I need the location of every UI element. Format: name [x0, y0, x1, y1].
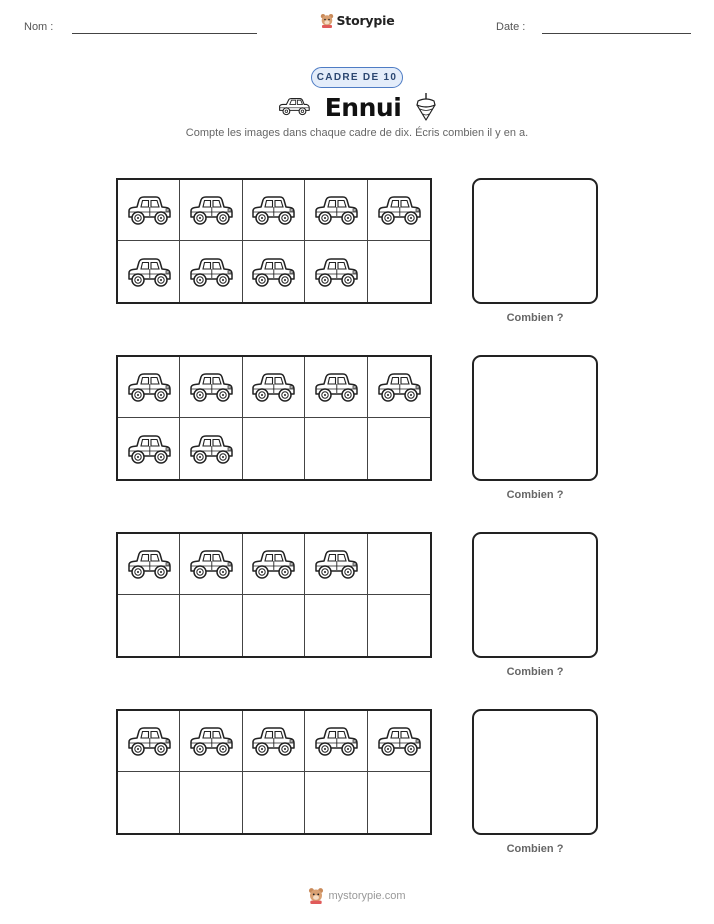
- frame-cell: [180, 357, 242, 418]
- frame-cell: [305, 357, 367, 418]
- car-icon: [375, 369, 423, 405]
- frame-cell: [368, 534, 430, 595]
- frame-cell: [180, 241, 242, 302]
- car-icon: [187, 431, 235, 467]
- car-icon: [249, 546, 297, 582]
- frame-cell: [243, 180, 305, 241]
- frame-cell: [305, 418, 367, 479]
- frame-cell: [305, 711, 367, 772]
- frame-cell: [243, 357, 305, 418]
- frame-cell: [118, 418, 180, 479]
- frame-cell: [118, 357, 180, 418]
- car-icon: [312, 723, 360, 759]
- frame-cell: [118, 180, 180, 241]
- car-icon: [249, 192, 297, 228]
- frame-cell: [180, 595, 242, 656]
- car-icon: [312, 546, 360, 582]
- frame-cell: [305, 241, 367, 302]
- frame-cell: [118, 711, 180, 772]
- frame-cell: [118, 534, 180, 595]
- frame-cell: [243, 772, 305, 833]
- ten-frame: [116, 532, 432, 658]
- name-label: Nom :: [24, 21, 54, 33]
- name-line[interactable]: [72, 33, 257, 34]
- car-icon: [125, 431, 173, 467]
- frame-cell: [305, 595, 367, 656]
- car-icon: [312, 192, 360, 228]
- ten-frame: [116, 355, 432, 481]
- frame-cell: [180, 534, 242, 595]
- spinning-top-icon: [415, 92, 437, 122]
- answer-box[interactable]: [472, 178, 598, 304]
- frame-cell: [243, 711, 305, 772]
- page-title: Ennui: [324, 92, 402, 122]
- frame-cell: [368, 772, 430, 833]
- answer-label: Combien ?: [506, 666, 564, 678]
- frame-cell: [180, 711, 242, 772]
- frame-cell: [368, 357, 430, 418]
- footer-link[interactable]: mystorypie.com: [328, 889, 406, 902]
- car-icon: [187, 254, 235, 290]
- brand-logo: [0, 13, 714, 28]
- frame-cell: [368, 180, 430, 241]
- bear-logo-icon: [308, 887, 324, 904]
- answer-label: Combien ?: [506, 312, 564, 324]
- frame-cell: [243, 534, 305, 595]
- car-icon: [249, 723, 297, 759]
- car-icon: [125, 369, 173, 405]
- frame-cell: [305, 180, 367, 241]
- answer-box[interactable]: [472, 532, 598, 658]
- footer: [0, 887, 714, 904]
- car-icon: [187, 192, 235, 228]
- answer-label: Combien ?: [506, 489, 564, 501]
- frame-cell: [243, 595, 305, 656]
- car-icon: [277, 96, 311, 118]
- answer-box[interactable]: [472, 709, 598, 835]
- frame-cell: [368, 418, 430, 479]
- frame-cell: [368, 241, 430, 302]
- date-label: Date :: [496, 21, 526, 33]
- frame-cell: [118, 241, 180, 302]
- car-icon: [125, 254, 173, 290]
- car-icon: [375, 192, 423, 228]
- frame-cell: [305, 534, 367, 595]
- frame-cell: [118, 595, 180, 656]
- car-icon: [125, 192, 173, 228]
- car-icon: [125, 546, 173, 582]
- car-icon: [187, 369, 235, 405]
- frame-cell: [305, 772, 367, 833]
- car-icon: [125, 723, 173, 759]
- frame-cell: [243, 241, 305, 302]
- ten-frame: [116, 709, 432, 835]
- brand-name: Storypie: [336, 13, 395, 28]
- car-icon: [249, 254, 297, 290]
- car-icon: [187, 723, 235, 759]
- bear-logo-icon: [320, 13, 334, 28]
- frame-cell: [180, 772, 242, 833]
- ten-frame: [116, 178, 432, 304]
- frame-cell: [368, 711, 430, 772]
- car-icon: [187, 546, 235, 582]
- frame-cell: [180, 180, 242, 241]
- frame-cell: [180, 418, 242, 479]
- frame-cell: [368, 595, 430, 656]
- answer-label: Combien ?: [506, 843, 564, 855]
- frame-cell: [243, 418, 305, 479]
- date-line[interactable]: [542, 33, 691, 34]
- car-icon: [312, 254, 360, 290]
- car-icon: [375, 723, 423, 759]
- car-icon: [249, 369, 297, 405]
- frame-cell: [118, 772, 180, 833]
- car-icon: [312, 369, 360, 405]
- answer-box[interactable]: [472, 355, 598, 481]
- instructions: Compte les images dans chaque cadre de dix. Écris combien il y en a.: [185, 127, 529, 139]
- worksheet-type-badge: CADRE DE 10: [311, 67, 403, 88]
- title-row: [0, 92, 714, 122]
